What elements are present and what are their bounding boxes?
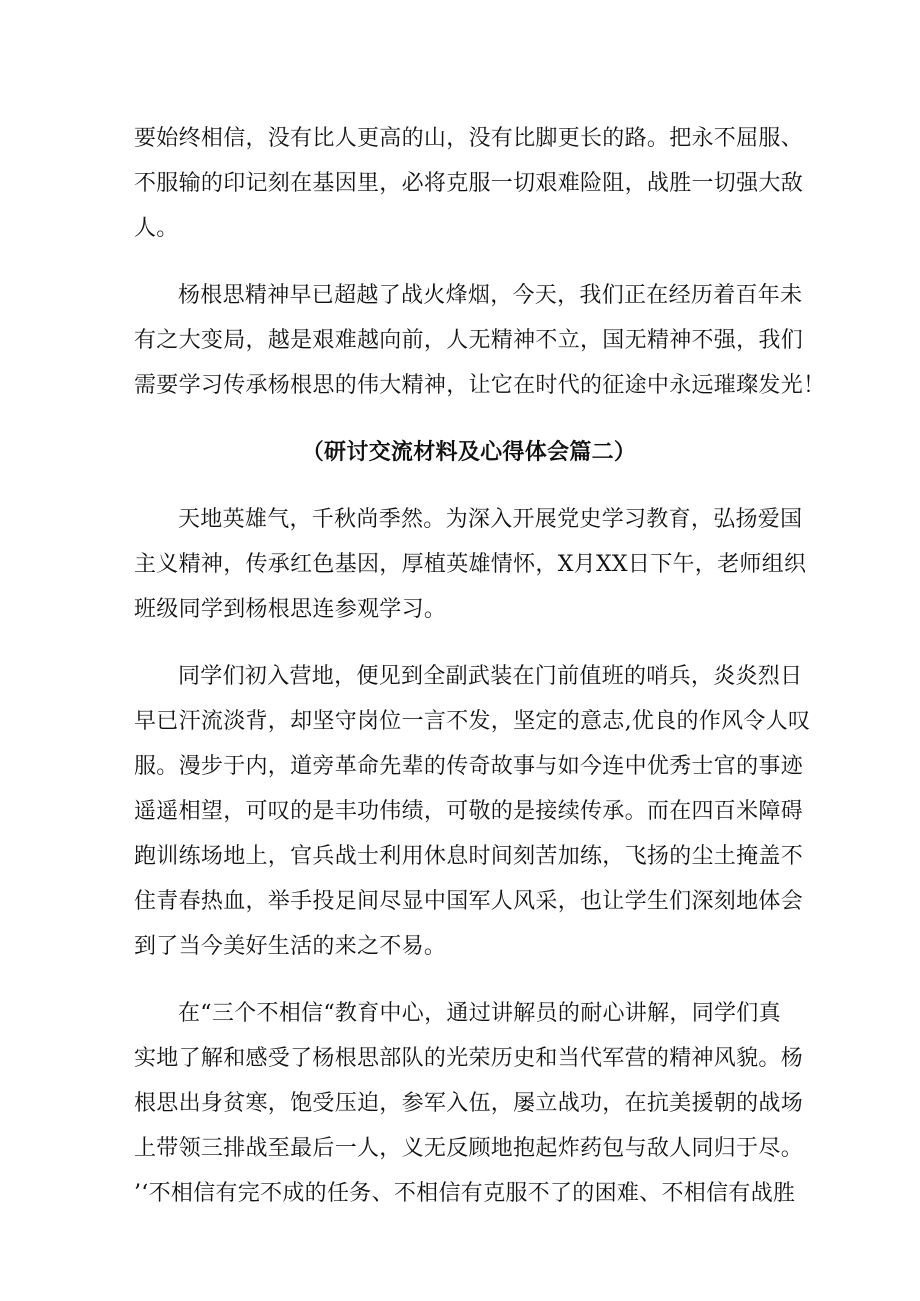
paragraph-gap	[134, 408, 804, 430]
text-line: 杨根思精神早已超越了战火烽烟，今天，我们正在经历着百年未	[178, 283, 803, 308]
text-line: 住青春热血，举手投足间尽显中国军人风采，也让学生们深刻地体会	[134, 889, 804, 914]
paragraph-5	[134, 991, 804, 1216]
text-line: 上带领三排战至最后一人，义无反顾地抱起炸药包与敌人同归于尽。	[134, 1136, 804, 1161]
document-body	[134, 116, 826, 1216]
paragraph-gap	[134, 251, 804, 273]
text-line: 不服输的印记刻在基因里，必将克服一切艰难险阻，战胜一切强大敌	[134, 171, 804, 196]
text-line: 服。漫步于内，道旁革命先辈的传奇故事与如今连中优秀士官的事迹	[134, 754, 804, 779]
paragraph-2	[134, 273, 826, 408]
text-line: 实地了解和感受了杨根思部队的光荣历史和当代军营的精神风貌。杨	[134, 1046, 804, 1071]
text-line: 需要学习传承杨根思的伟大精神，让它在时代的征途中永远璀璨发光！	[134, 373, 826, 398]
paragraph-gap	[134, 632, 804, 654]
text-line: 主义精神，传承红色基因，厚植英雄情怀，X月XX日下午，老师组织	[134, 552, 807, 577]
paragraph-3	[134, 497, 807, 632]
paragraph-gap	[134, 475, 804, 497]
paragraph-4	[134, 654, 811, 969]
paragraph-gap	[134, 969, 804, 991]
text-line: 有之大变局，越是艰难越向前，人无精神不立，国无精神不强，我们	[134, 328, 804, 353]
text-line: ’‘不相信有完不成的任务、不相信有克服不了的困难、不相信有战胜	[134, 1181, 796, 1206]
section-heading: （研讨交流材料及心得体会篇二）	[301, 439, 637, 465]
text-line: 要始终相信，没有比人更高的山，没有比脚更长的路。把永不屈服、	[134, 126, 804, 151]
text-line: 跑训练场地上，官兵战士利用休息时间刻苦加练，飞扬的尘土掩盖不	[134, 844, 804, 869]
paragraph-1	[134, 116, 804, 251]
text-line: 到了当今美好生活的来之不易。	[134, 934, 447, 959]
text-line: 根思出身贫寒，饱受压迫，参军入伍，屡立战功，在抗美援朝的战场	[134, 1091, 804, 1116]
text-line: 遥遥相望，可叹的是丰功伟绩，可敬的是接续传承。而在四百米障碍	[134, 799, 804, 824]
text-line: 班级同学到杨根思连参观学习。	[134, 597, 447, 622]
text-line: 同学们初入营地，便见到全副武装在门前值班的哨兵，炎炎烈日	[178, 664, 803, 689]
text-line: 在“三个不相信“教育中心，通过讲解员的耐心讲解，同学们真	[178, 1001, 781, 1026]
text-line: 人。	[134, 216, 179, 241]
text-line: 早已汗流淡背，却坚守岗位一言不发，坚定的意志,优良的作风令人叹	[134, 709, 811, 734]
text-line: 天地英雄气，千秋尚季然。为深入开展党史学习教育，弘扬爱国	[178, 507, 803, 532]
